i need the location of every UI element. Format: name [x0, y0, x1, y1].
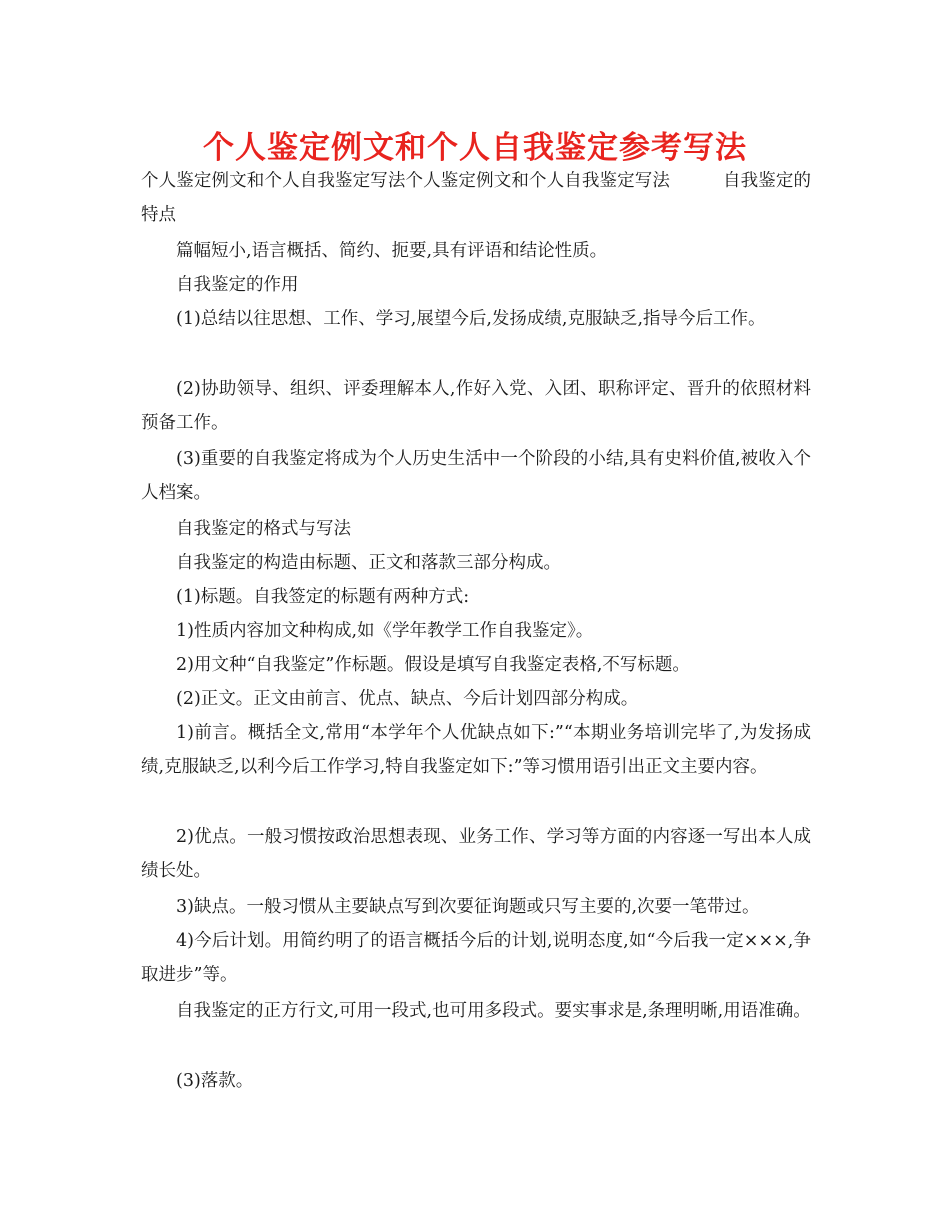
paragraph: (1)总结以往思想、工作、学习,展望今后,发扬成绩,克服缺乏,指导今后工作。 — [176, 309, 766, 329]
paragraph: 1)性质内容加文种构成,如《学年教学工作自我鉴定》。 — [176, 621, 594, 641]
paragraph-intro: 个人鉴定例文和个人自我鉴定写法个人鉴定例文和个人自我鉴定写法 自我鉴定的特点 — [141, 171, 811, 225]
paragraph: 自我鉴定的构造由标题、正文和落款三部分构成。 — [176, 553, 561, 573]
paragraph: (3)重要的自我鉴定将成为个人历史生活中一个阶段的小结,具有史料价值,被收入个人档案。 — [141, 449, 811, 503]
paragraph: 2)优点。一般习惯按政治思想表现、业务工作、学习等方面的内容逐一写出本人成绩长处。 — [141, 827, 811, 881]
paragraph: 自我鉴定的正方行文,可用一段式,也可用多段式。要实事求是,条理明晰,用语准确。 — [176, 1001, 811, 1021]
section-heading: 自我鉴定的作用 — [176, 275, 299, 295]
paragraph: (2)协助领导、组织、评委理解本人,作好入党、入团、职称评定、晋升的依照材料预备工作。 — [141, 379, 811, 433]
paragraph: 3)缺点。一般习惯从主要缺点写到次要征询题或只写主要的,次要一笔带过。 — [176, 897, 760, 917]
paragraph: 2)用文种“自我鉴定”作标题。假设是填写自我鉴定表格,不写标题。 — [176, 655, 690, 675]
paragraph: 篇幅短小,语言概括、简约、扼要,具有评语和结论性质。 — [176, 241, 608, 261]
paragraph: 1)前言。概括全文,常用“本学年个人优缺点如下:”“本期业务培训完毕了,为发扬成绩,克服缺乏,以利今后工作学习,特自我鉴定如下:”等习惯用语引出正文主要内容。 — [141, 723, 811, 777]
section-heading: 自我鉴定的格式与写法 — [176, 519, 351, 539]
paragraph: (2)正文。正文由前言、优点、缺点、今后计划四部分构成。 — [176, 689, 639, 709]
paragraph: (3)落款。 — [176, 1071, 254, 1091]
paragraph: 4)今后计划。用简约明了的语言概括今后的计划,说明态度,如“今后我一定×××,争取进步”等。 — [141, 931, 811, 985]
paragraph: (1)标题。自我签定的标题有两种方式: — [176, 587, 470, 607]
document-title: 个人鉴定例文和个人自我鉴定参考写法 — [203, 130, 747, 166]
